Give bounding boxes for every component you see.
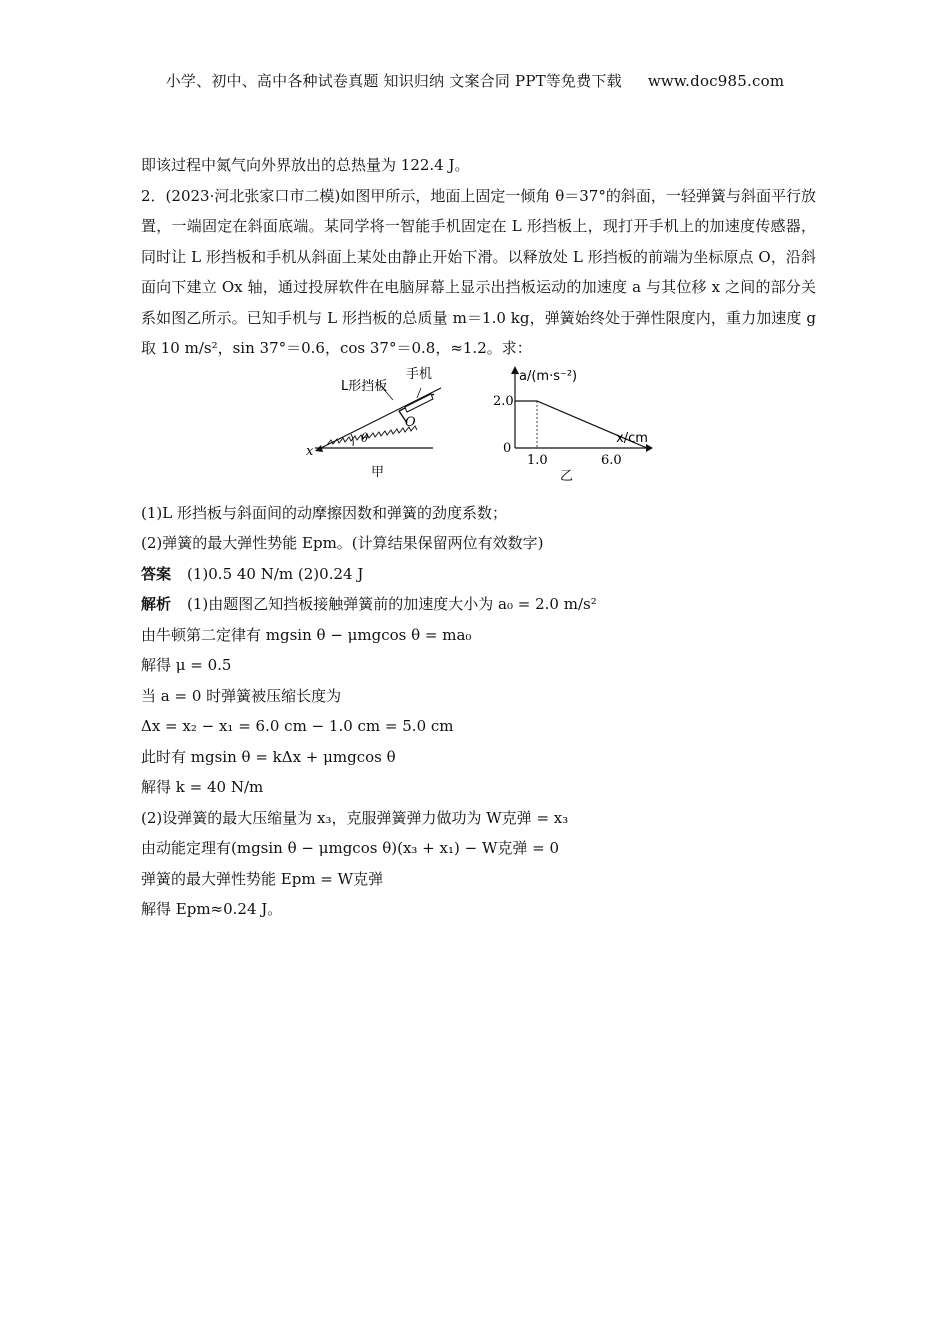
angle-label: θ <box>361 430 369 445</box>
analysis-step-9: 由动能定理有(mgsin θ − μmgcos θ)(x₃ + x₁) − W克弹 = 0 <box>141 839 560 857</box>
prev-solution-tail: 即该过程中氮气向外界放出的总热量为 122.4 J。 <box>141 156 470 174</box>
answer-line <box>141 559 816 590</box>
analysis-step-11: 解得 Epm≈0.24 J。 <box>141 900 283 918</box>
answer-label: 答案 <box>141 564 172 583</box>
x-label: x <box>306 443 314 459</box>
document-body <box>141 150 816 925</box>
page-header <box>0 70 950 91</box>
analysis-step-4: 当 a = 0 时弹簧被压缩长度为 <box>141 686 342 705</box>
phone-icon <box>405 394 433 412</box>
analysis-step-3: 解得 μ = 0.5 <box>141 656 232 674</box>
figure-yi <box>493 366 653 484</box>
plate-label: L形挡板 <box>341 378 388 394</box>
header-site-text: 小学、初中、高中各种试卷真题 知识归纳 文案合同 PPT等免费下载 <box>165 72 622 90</box>
analysis-step-8: (2)设弹簧的最大压缩量为 x₃，克服弹簧弹力做功为 W克弹 = x₃ <box>141 808 569 827</box>
caption-jia: 甲 <box>371 464 385 480</box>
question-2: (2)弹簧的最大弹性势能 Epm。(计算结果保留两位有效数字) <box>141 534 544 552</box>
origin-tick-label: 0 <box>503 440 512 456</box>
analysis-step-7: 解得 k = 40 N/m <box>141 778 264 796</box>
y-axis-label: a/(m·s⁻²) <box>519 368 578 384</box>
caption-yi: 乙 <box>560 468 574 484</box>
header-url[interactable]: www.doc985.com <box>647 72 785 90</box>
x-tick-label-2: 6.0 <box>601 452 622 468</box>
y-tick-label: 2.0 <box>493 393 514 409</box>
analysis-step-2: 由牛顿第二定律有 mgsin θ − μmgcos θ = ma₀ <box>141 625 472 644</box>
figure-svg <box>141 366 816 494</box>
spring-icon <box>327 426 417 445</box>
phone-label-leader <box>417 388 421 398</box>
analysis-line <box>141 589 816 620</box>
analysis-step-6: 此时有 mgsin θ = kΔx + μmgcos θ <box>141 747 396 766</box>
y-axis-arrowhead <box>511 366 519 374</box>
problem-statement: 2．(2023·河北张家口市二模)如图甲所示，地面上固定一倾角 θ＝37°的斜面，一轻弹簧与斜面平行放置，一端固定在斜面底端。某同学将一智能手机固定在 L 形挡板上，现打开手机上的加速度传感器，同时让 L 形挡板和手机从斜面上某处由静止开始下滑。以释放处 L 形挡板的前端为坐标原点 O，沿斜面向下建立 Ox 轴，通过投屏软件在电脑屏幕上显示出挡板运动的加速度 a 与其位移 x 之间的部分关系如图乙所示。已知手机与 L 形挡板的总质量 m＝1.0 kg，弹簧始终处于弹性限度内，重力加速度 g 取 10 m/s²，sin 37°＝0.6，cos 37°＝0.8，≈1.2。求： <box>141 186 816 357</box>
figures <box>141 366 816 494</box>
analysis-label: 解析 <box>141 595 172 613</box>
figure-jia <box>306 366 441 480</box>
question-1: (1)L 形挡板与斜面间的动摩擦因数和弹簧的劲度系数； <box>141 503 507 522</box>
x-tick-label-1: 1.0 <box>527 452 548 468</box>
analysis-step-5: Δx = x₂ − x₁ = 6.0 cm − 1.0 cm = 5.0 cm <box>141 717 454 735</box>
origin-label: O <box>405 414 416 430</box>
analysis-step-1: (1)由题图乙知挡板接触弹簧前的加速度大小为 a₀ = 2.0 m/s² <box>187 595 597 613</box>
phone-label: 手机 <box>406 366 433 382</box>
analysis-step-10: 弹簧的最大弹性势能 Epm = W克弹 <box>141 869 384 888</box>
answer-text: (1)0.5 40 N/m (2)0.24 J <box>187 564 364 583</box>
x-axis-label: x/cm <box>616 430 648 446</box>
